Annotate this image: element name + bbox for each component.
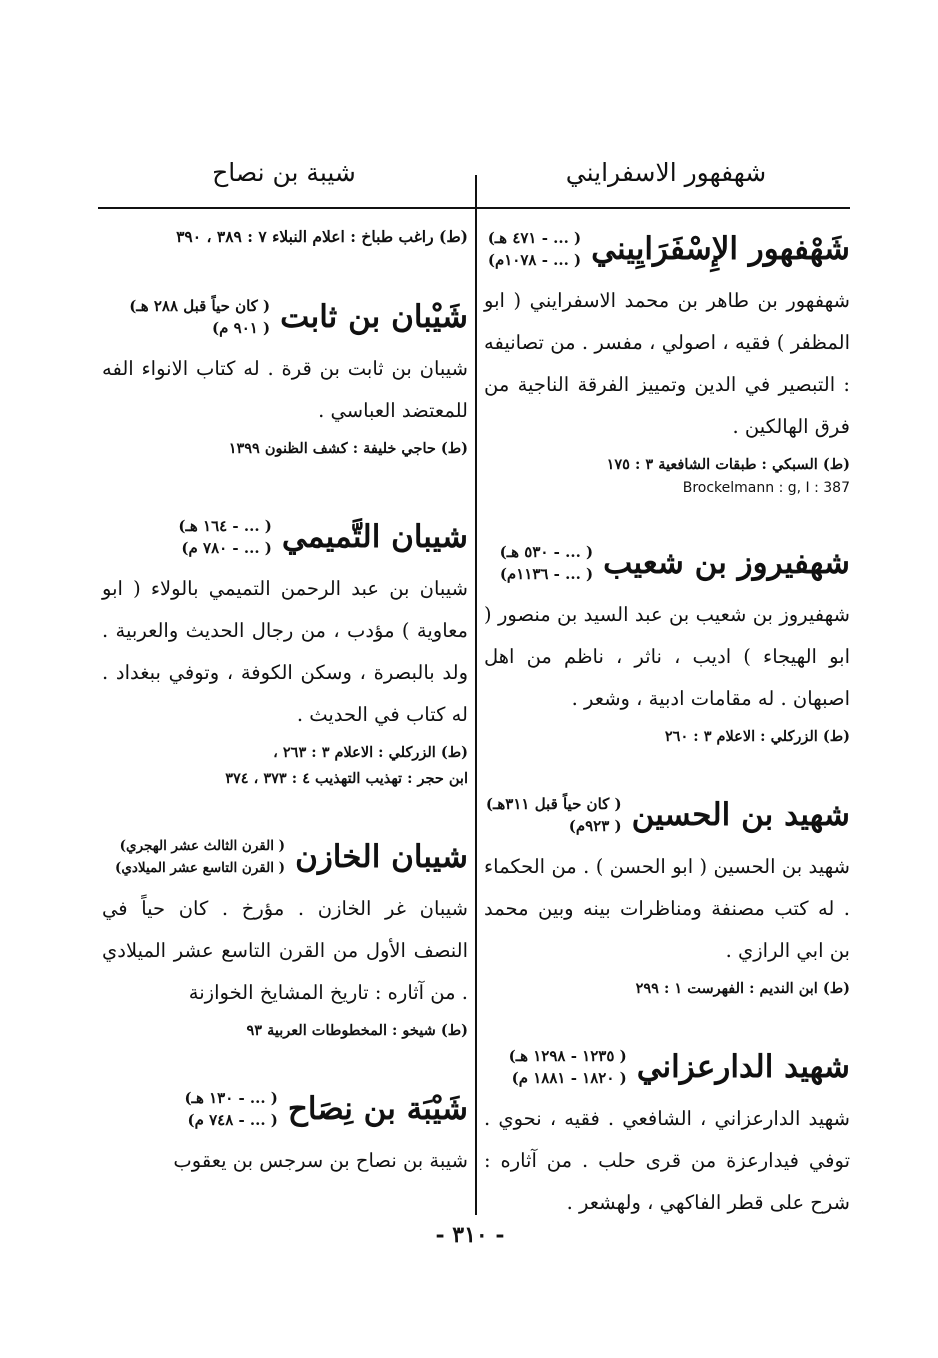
entry-heading [102,506,468,568]
entry-shahfahur-isfarayini [484,218,850,498]
entry-body: شيبان بن ثابت بن قرة . له كتاب الانواء الفه للمعتضد العباسي . [102,357,468,422]
entry-dates [178,515,271,559]
entry-dates [488,227,581,271]
entry-reference: (ط) السبكي : طبقات الشافعية ٣ : ١٧٥ [606,456,850,473]
entry-reference: (ط) الزركلي : الاعلام ٣ : ٢٦٠ [664,728,850,745]
entry-shayba-ibn-nisah [102,1078,468,1182]
entry-shayban-al-khazin [102,826,468,1044]
entry-shahid-ibn-al-husayn [484,784,850,1002]
entry-name: شَيْبَة بن نِصَاح [287,1091,468,1127]
running-header-left: شيبة بن نصاح [212,158,356,187]
entry-dates [115,835,285,879]
right-column [484,218,850,1224]
running-header-right: شهفهور الاسفرايني [565,158,767,187]
hijri-date: ( ١٢٣٥ - ١٢٩٨ هـ) [508,1047,627,1065]
entry-reference: (ط) ابن النديم : الفهرست ١ : ٢٩٩ [635,980,850,997]
entry-dates [486,793,622,837]
entry-shayban-al-tamimi [102,506,468,792]
entry-reference: (ط) الزركلي : الاعلام ٣ : ٢٦٣ ، [273,744,468,761]
hijri-date: ( كان حياً قبل ٣١١هـ) [485,795,622,813]
entry-reference: (ط) حاجي خليفة : كشف الظنون ١٣٩٩ [228,440,468,457]
hijri-date: ( ... - ٤٧١ هـ) [487,229,582,247]
entry-name: شهفيروز بن شعيب [603,545,850,581]
entry-name: شهيد الدارعزاني [636,1049,850,1085]
gregorian-date: ( ... - ١٠٧٨م) [487,251,582,269]
entry-heading [484,218,850,280]
entry-body: شهفهور بن طاهر بن محمد الاسفرايني ( ابو المظفر ) فقيه ، اصولي ، مفسر . من تصانيفه : التبصير في الدين وتمييز الفرقة الناجية من فرق الهالكين . [484,289,850,438]
hijri-date: ( كان حياً قبل ٢٨٨ هـ) [129,297,271,315]
entry-reference: (ط) شيخو : المخطوطات العربية ٩٣ [246,1022,468,1039]
entry-heading [484,1036,850,1098]
gregorian-date: ( ٩٢٣م) [568,817,622,835]
entry-heading [102,826,468,888]
gregorian-date: ( ... - ١١٣٦م) [499,565,594,583]
entry-shahid-al-daraazani [484,1036,850,1224]
entry-heading [484,784,850,846]
entry-dates [184,1087,277,1131]
entry-shayban-ibn-thabit [102,286,468,462]
entry-body: شهفيروز بن شعيب بن عبد السيد بن منصور ( ابو الهيجاء ) اديب ، ناثر ، ناظم من اهل اصبهان . له مقامات ادبية ، وشعر . [484,603,850,710]
entry-name: شيبان الخازن [295,839,468,875]
hijri-date: ( ... - ١٣٠ هـ) [184,1089,278,1107]
hijri-date: ( ... - ٥٣٠ هـ) [499,543,594,561]
header-divider [98,207,850,209]
entry-shahfiruz-ibn-shuayb [484,532,850,750]
entry-heading [102,1078,468,1140]
continuation-reference: (ط) راغب طباخ : اعلام النبلاء ٧ : ٣٨٩ ، ٣٩٠ [176,227,468,246]
entry-reference: ابن حجر : تهذيب التهذيب ٤ : ٣٧٣ ، ٣٧٤ [225,770,468,787]
entry-dates [129,295,270,339]
entry-dates [500,541,593,585]
hijri-date: ( ... - ١٦٤ هـ) [178,517,272,535]
left-column [102,218,468,1182]
gregorian-date: ( ٩٠١ م) [212,319,271,337]
entry-heading [102,286,468,348]
entry-heading [484,532,850,594]
entry-name: شَيْبان بن ثابت [280,299,468,335]
entry-body: شيبان غر الخازن . مؤرخ . كان حياً في النصف الأول من القرن التاسع عشر الميلادي . من آثاره : تاريخ المشايخ الخوازنة [102,897,468,1004]
entry-name: شهيد بن الحسين [631,797,850,833]
entry-body: شيبة بن نصاح بن سرجس بن يعقوب [173,1149,468,1172]
latin-reference: Brockelmann : g, I : 387 [682,480,850,496]
gregorian-date: ( ... - ٧٤٨ م) [187,1111,278,1129]
entry-body: شهيد بن الحسين ( ابو الحسن ) . من الحكماء . له كتب مصنفة ومناظرات بينه وبين محمد بن ابي الرازي . [484,855,850,962]
page-number: - ٣١٠ - [435,1222,505,1248]
gregorian-date: ( ... - ٧٨٠ م) [181,539,272,557]
column-divider [475,175,477,1215]
entry-body: شيبان بن عبد الرحمن التميمي بالولاء ( ابو معاوية ) مؤدب ، من رجال الحديث والعربية . ولد بالبصرة ، وسكن الكوفة ، وتوفي ببغداد . له كتاب في الحديث . [102,577,468,726]
entry-body: شهيد الدارعزاني ، الشافعي . فقيه ، نحوي . توفي فيدارعزة من قرى حلب . من آثاره : شرح على قطر الفاكهي ، ولهشعر . [484,1107,850,1214]
hijri-date: ( القرن الثالث عشر الهجري) [119,838,286,854]
gregorian-date: ( القرن التاسع عشر الميلادي) [114,860,286,876]
entry-dates [509,1045,627,1089]
entry-name: شيبان التَّميمي [281,519,468,555]
entry-name: شَهْفهور الإِسْفَرَايِيني [591,231,850,267]
gregorian-date: ( ١٨٢٠ - ١٨٨١ م) [511,1069,627,1087]
